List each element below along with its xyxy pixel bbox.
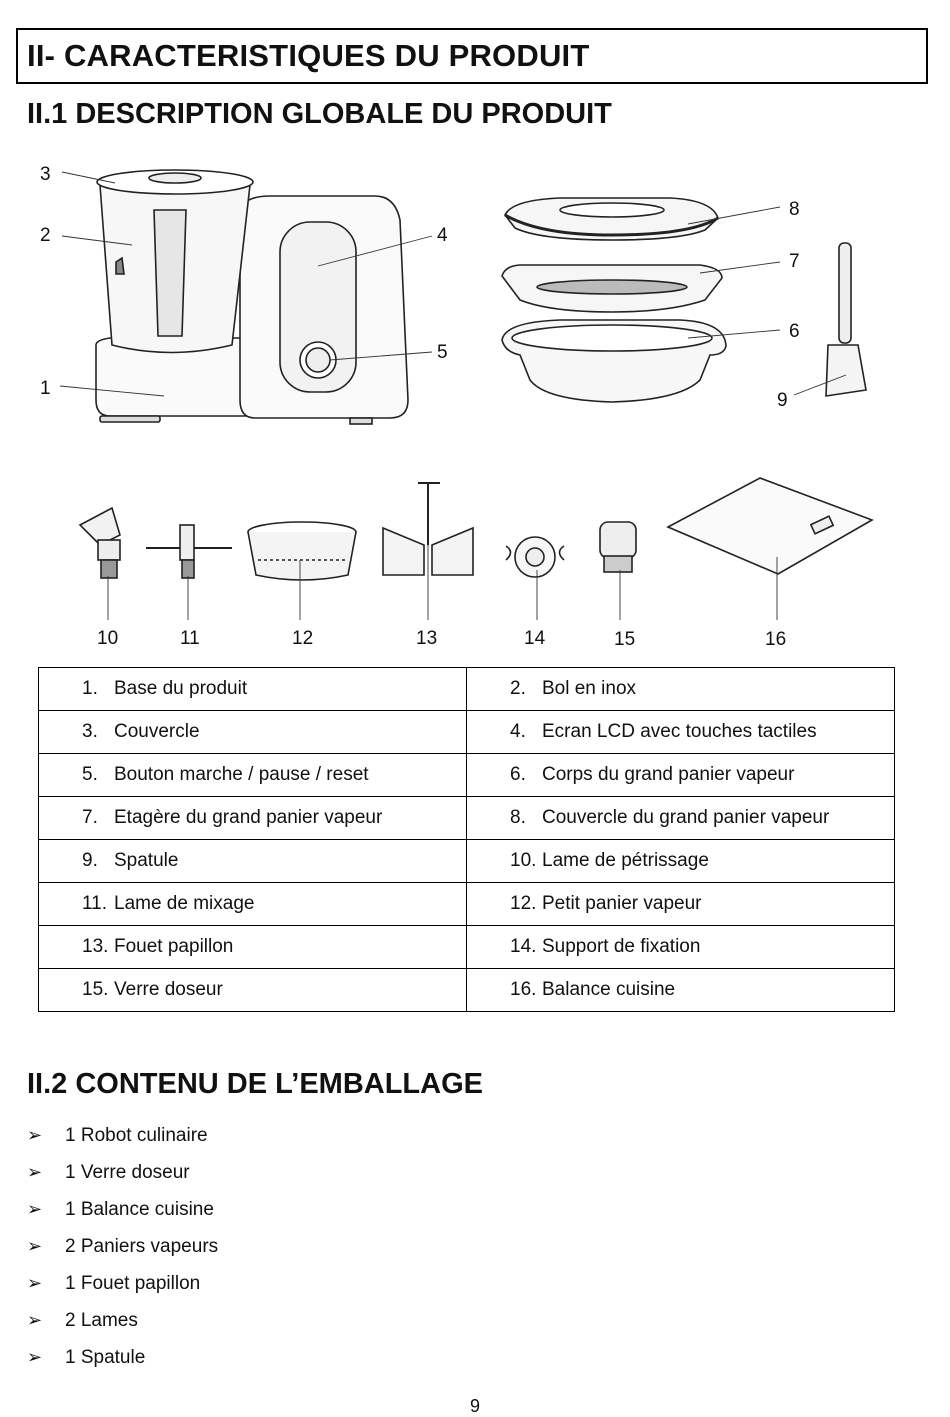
- part-item: 12. Petit panier vapeur: [510, 893, 702, 914]
- steamer-body-illustration: [502, 320, 726, 402]
- part-item: 4. Ecran LCD avec touches tactiles: [510, 721, 817, 742]
- callout-12: 12: [292, 628, 314, 649]
- table-row: [39, 797, 895, 840]
- page-number: 9: [469, 1396, 480, 1416]
- callout-2: 2: [40, 225, 51, 246]
- part-item: 15. Verre doseur: [82, 979, 223, 1000]
- list-item: ➢ 1 Robot culinaire: [27, 1124, 208, 1146]
- part-item: 8. Couvercle du grand panier vapeur: [510, 807, 830, 828]
- part-item: 14. Support de fixation: [510, 936, 701, 957]
- part-item: 16. Balance cuisine: [510, 979, 676, 1000]
- part-item: 7. Etagère du grand panier vapeur: [82, 807, 383, 828]
- subsection-title-package: II.2 CONTENU DE L’EMBALLAGE: [27, 1068, 483, 1100]
- table-row: [39, 754, 895, 797]
- callout-13: 13: [416, 628, 438, 649]
- kneading-blade-illustration: [80, 508, 120, 578]
- list-item: ➢ 1 Verre doseur: [27, 1161, 190, 1183]
- part-item: 11. Lame de mixage: [82, 893, 255, 914]
- arrowhead-bullet-icon: ➢: [27, 1236, 43, 1256]
- part-item: 3. Couvercle: [82, 721, 200, 742]
- part-item: 13. Fouet papillon: [82, 936, 234, 957]
- callout-15: 15: [614, 629, 636, 650]
- list-item: ➢ 1 Spatule: [27, 1346, 146, 1368]
- package-contents-list: [27, 1117, 218, 1376]
- table-row: [39, 926, 895, 969]
- parts-table: [38, 667, 895, 1012]
- table-row: [39, 969, 895, 1012]
- mixing-blade-illustration: [146, 525, 232, 578]
- arrowhead-bullet-icon: ➢: [27, 1347, 43, 1367]
- steamer-tray-illustration: [502, 265, 722, 312]
- part-item: 9. Spatule: [82, 850, 179, 871]
- callout-1: 1: [40, 378, 51, 399]
- arrowhead-bullet-icon: ➢: [27, 1310, 43, 1330]
- callout-6: 6: [789, 321, 800, 342]
- callout-11: 11: [180, 628, 200, 649]
- arrowhead-bullet-icon: ➢: [27, 1273, 43, 1293]
- arrowhead-bullet-icon: ➢: [27, 1125, 43, 1145]
- callout-3: 3: [40, 164, 51, 185]
- steamer-lid-illustration: [505, 198, 718, 240]
- table-row: [39, 668, 895, 711]
- table-row: [39, 883, 895, 926]
- table-row: [39, 711, 895, 754]
- product-illustration: [0, 150, 950, 660]
- kitchen-scale-illustration: [668, 478, 872, 574]
- subsection-title-description: II.1 DESCRIPTION GLOBALE DU PRODUIT: [27, 98, 612, 130]
- list-item: ➢ 1 Fouet papillon: [27, 1272, 201, 1294]
- list-item: ➢ 2 Lames: [27, 1309, 138, 1331]
- table-row: [39, 840, 895, 883]
- arrowhead-bullet-icon: ➢: [27, 1199, 43, 1219]
- part-item: 5. Bouton marche / pause / reset: [82, 764, 369, 785]
- fixing-support-illustration: [506, 537, 564, 577]
- part-item: 1. Base du produit: [82, 678, 248, 699]
- callout-5: 5: [437, 342, 448, 363]
- callout-7: 7: [789, 251, 800, 272]
- small-steamer-basket-illustration: [248, 522, 356, 580]
- callout-9: 9: [777, 390, 788, 411]
- section-title: II- CARACTERISTIQUES DU PRODUIT: [16, 28, 928, 84]
- spatula-illustration: [826, 243, 866, 396]
- part-item: 2. Bol en inox: [510, 678, 637, 699]
- callout-16: 16: [765, 629, 787, 650]
- callout-10: 10: [97, 628, 119, 649]
- measuring-cup-illustration: [600, 522, 636, 572]
- arrowhead-bullet-icon: ➢: [27, 1162, 43, 1182]
- robot-illustration: [96, 170, 408, 424]
- list-item: ➢ 2 Paniers vapeurs: [27, 1235, 219, 1257]
- list-item: ➢ 1 Balance cuisine: [27, 1198, 214, 1220]
- callout-8: 8: [789, 199, 800, 220]
- part-item: 6. Corps du grand panier vapeur: [510, 764, 795, 785]
- callout-4: 4: [437, 225, 448, 246]
- callout-14: 14: [524, 628, 546, 649]
- part-item: 10. Lame de pétrissage: [510, 850, 709, 871]
